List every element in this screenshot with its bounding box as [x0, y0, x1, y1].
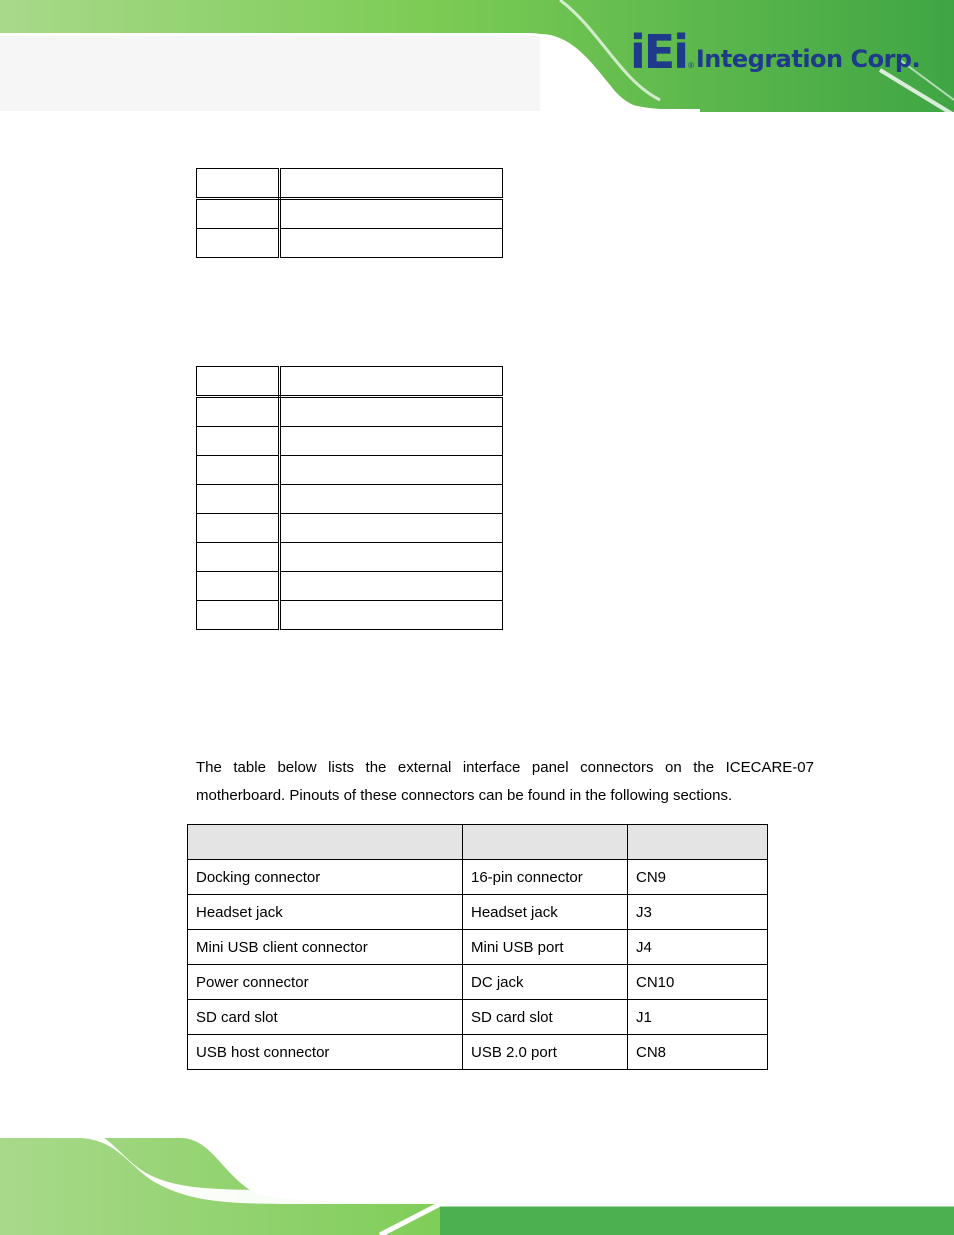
logo-registered-mark: ® — [687, 61, 694, 70]
table-row — [188, 1000, 768, 1035]
pin-table-2-pin-cell — [197, 456, 280, 485]
table-row — [197, 514, 503, 543]
cell-connector: SD card slot — [188, 1000, 463, 1035]
table-row — [188, 895, 768, 930]
logo-mark: iEi — [630, 25, 687, 79]
cell-connector: USB host connector — [188, 1035, 463, 1070]
header-cell-connector — [188, 825, 463, 860]
cell-label: J4 — [628, 930, 768, 965]
cell-connector: Power connector — [188, 965, 463, 1000]
cell-connector: Mini USB client connector — [188, 930, 463, 965]
table-row — [197, 456, 503, 485]
table-row — [197, 543, 503, 572]
cell-label: CN9 — [628, 860, 768, 895]
table-row — [188, 965, 768, 1000]
pin-table-2-pin-cell — [197, 427, 280, 456]
pin-table-1-pin-cell — [197, 199, 280, 229]
logo-text: Integration Corp. — [695, 45, 921, 73]
cell-type: Headset jack — [463, 895, 628, 930]
pin-table-1 — [196, 168, 503, 258]
table-row — [197, 397, 503, 427]
table-row — [197, 169, 503, 199]
pin-table-1-description-cell — [280, 229, 503, 258]
pin-table-2-description-cell — [280, 514, 503, 543]
intro-paragraph: The table below lists the external interface panel connectors on the ICECARE-07 motherboard. Pinouts of these connectors can be found in the following sections. — [196, 759, 814, 804]
header-cell-type — [463, 825, 628, 860]
table-row — [197, 572, 503, 601]
pin-table-2-pin-cell — [197, 397, 280, 427]
cell-type: USB 2.0 port — [463, 1035, 628, 1070]
cell-label: J3 — [628, 895, 768, 930]
table-row — [197, 485, 503, 514]
pin-table-2-pin-cell — [197, 367, 280, 397]
table-row — [197, 367, 503, 397]
header-cell-label — [628, 825, 768, 860]
cell-connector: Headset jack — [188, 895, 463, 930]
table-row — [188, 930, 768, 965]
pin-table-1-description-cell — [280, 199, 503, 229]
pin-table-2-pin-cell — [197, 601, 280, 630]
table-row — [188, 860, 768, 895]
cell-type: SD card slot — [463, 1000, 628, 1035]
table-row — [197, 229, 503, 258]
cell-type: Mini USB port — [463, 930, 628, 965]
pin-table-2-description-cell — [280, 601, 503, 630]
pin-table-2-pin-cell — [197, 572, 280, 601]
pin-table-2-description-cell — [280, 543, 503, 572]
company-logo — [630, 25, 921, 79]
pin-table-2-description-cell — [280, 367, 503, 397]
cell-label: J1 — [628, 1000, 768, 1035]
connector-table-header-row — [188, 825, 768, 860]
pin-table-1-pin-cell — [197, 229, 280, 258]
footer-banner — [0, 1130, 954, 1235]
pin-table-2-description-cell — [280, 456, 503, 485]
table-row — [188, 1035, 768, 1070]
connector-table — [187, 824, 768, 1070]
table-row — [197, 199, 503, 229]
pin-table-2-pin-cell — [197, 514, 280, 543]
pin-table-2-pin-cell — [197, 485, 280, 514]
cell-type: 16-pin connector — [463, 860, 628, 895]
pin-table-2-description-cell — [280, 572, 503, 601]
table-row — [197, 601, 503, 630]
table-row — [197, 427, 503, 456]
pin-table-1-description-cell — [280, 169, 503, 199]
pin-table-2-pin-cell — [197, 543, 280, 572]
cell-label: CN10 — [628, 965, 768, 1000]
pin-table-2 — [196, 366, 503, 630]
pin-table-2-description-cell — [280, 427, 503, 456]
cell-type: DC jack — [463, 965, 628, 1000]
pin-table-1-pin-cell — [197, 169, 280, 199]
pin-table-2-description-cell — [280, 485, 503, 514]
cell-connector: Docking connector — [188, 860, 463, 895]
pin-table-2-description-cell — [280, 397, 503, 427]
cell-label: CN8 — [628, 1035, 768, 1070]
